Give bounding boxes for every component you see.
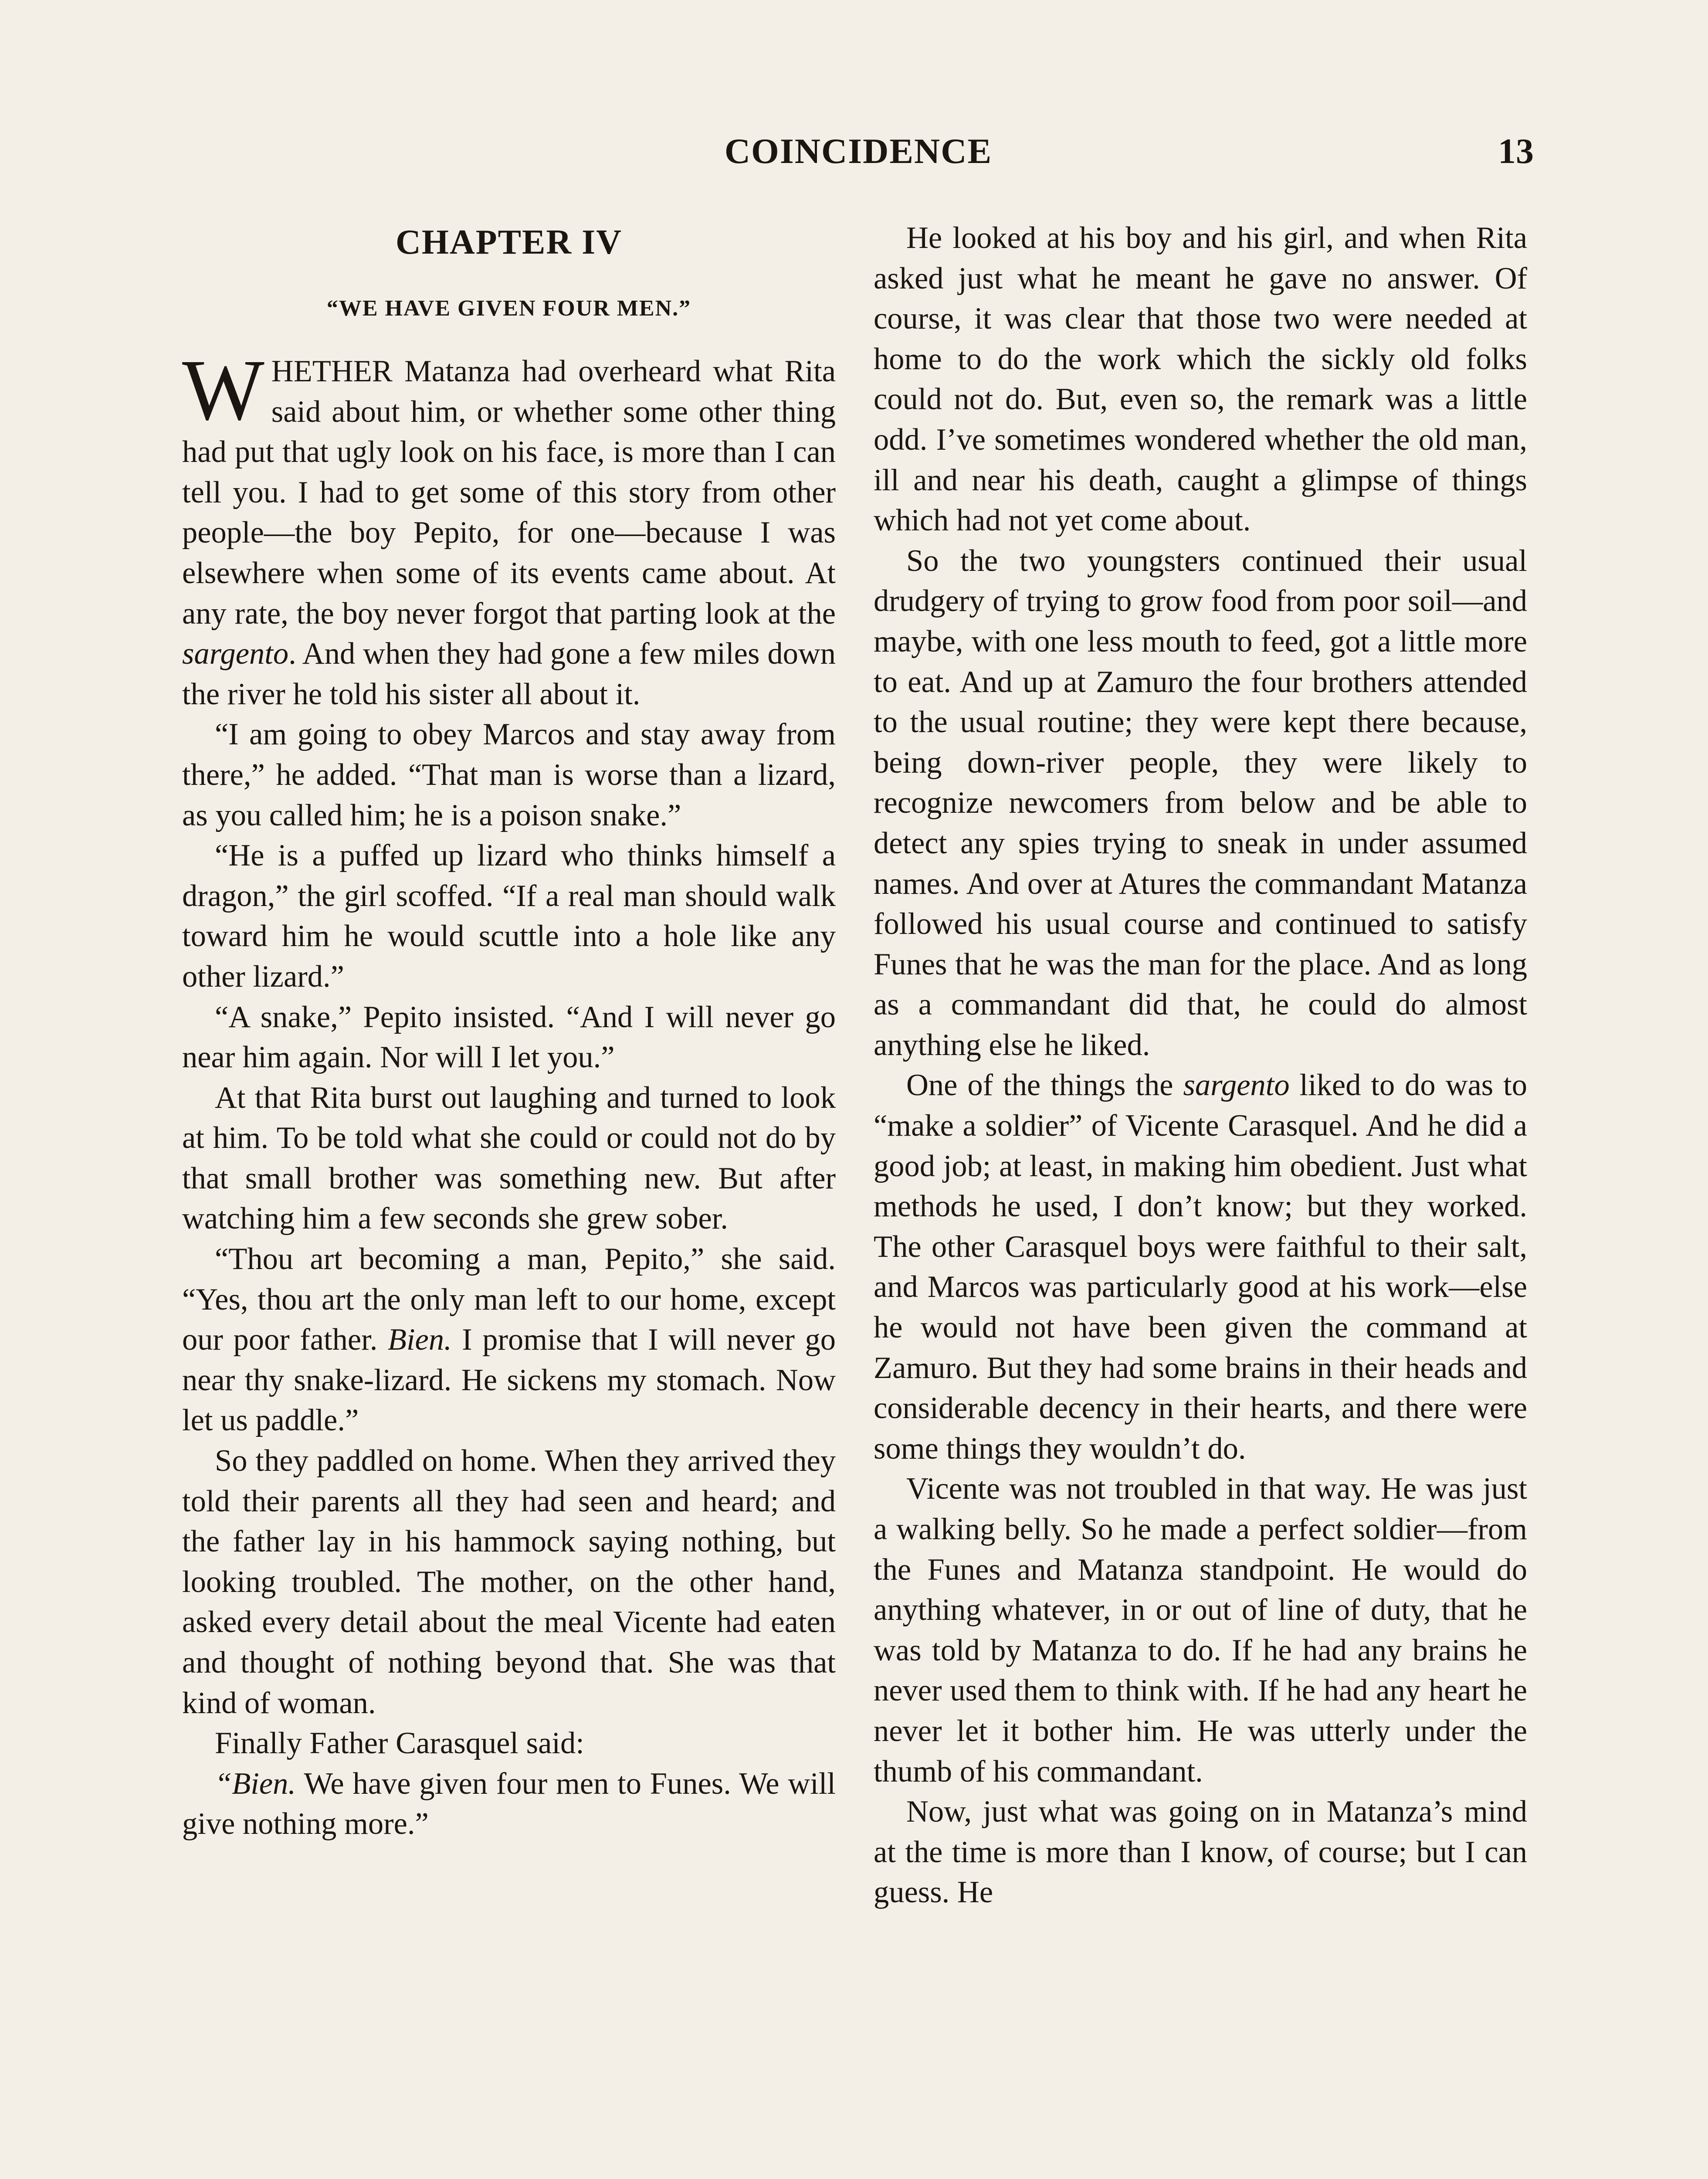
lead-word: HETHER bbox=[271, 354, 393, 388]
paragraph-text: We have given four men to Funes. We will give nothing more.” bbox=[182, 1766, 836, 1841]
paragraph: Finally Father Carasquel said: bbox=[215, 1726, 584, 1761]
running-title: COINCIDENCE bbox=[724, 131, 993, 171]
paragraph-text: One of the things the bbox=[906, 1068, 1183, 1103]
paragraph: “I am going to obey Marcos and stay away from there,” he added. “That man is worse than a lizard, as you called him; he is a poison snake.” bbox=[182, 717, 836, 832]
paragraph: He looked at his boy and his girl, and when Rita asked just what he meant he gave no answer. Of course, it was clear that those two were needed at home to do the work which the sickly old folks could not do. But, even so, the remark was a little odd. I’ve sometimes wondered whether the old man, ill and near his death, caught a glimpse of things which had not yet come about. bbox=[874, 221, 1527, 538]
italic-text: “Bien. bbox=[215, 1766, 296, 1801]
paragraph-text: Matanza had overheard what Rita said about him, or whether some other thing had put that ugly look on his face, is more than I can tell you. I had to get some of this story from other people—the boy Pepito, for one—because I was elsewhere when some of its events came about. At any rate, the boy never forgot that parting look at the bbox=[182, 354, 836, 631]
paragraph: So they paddled on home. When they arrived they told their parents all they had seen and heard; and the father lay in his hammock saying nothing, but looking troubled. The mother, on the other hand, asked every detail about the meal Vicente had eaten and thought of nothing beyond that. She was that kind of woman. bbox=[182, 1444, 836, 1720]
paragraph-text: . And when they had gone a few miles down the river he told his sister all about it. bbox=[182, 637, 836, 711]
chapter-subtitle: “WE HAVE GIVEN FOUR MEN.” bbox=[326, 296, 691, 321]
running-head bbox=[183, 131, 1534, 179]
paragraph bbox=[182, 342, 836, 714]
paragraph: So the two youngsters continued their usual drudgery of trying to grow food from poor soil—and maybe, with one less mouth to feed, got a little more to eat. And up at Zamuro the four brothers attended to the usual routine; they were kept there because, being down-river people, they were likely to recognize newcomers from below and be able to detect any spies trying to sneak in under assumed names. And over at Atures the commandant Matanza followed his usual course and continued to satisfy Funes that he was the man for the place. And as long as a commandant did that, he could do almost anything else he liked. bbox=[874, 543, 1527, 1062]
paragraph-text: “Thou art becoming a man, Pepito,” she said. “Yes, thou art the only man left to our home, except our poor father. bbox=[182, 1242, 836, 1357]
paragraph: Vicente was not troubled in that way. He was just a walking belly. So he made a perfect soldier—from the Funes and Matanza standpoint. He would do anything whatever, in or out of line of duty, that he was told by Matanza to do. If he had any brains he never used them to think with. If he had any heart he never let it bother him. He was utterly under the thumb of his commandant. bbox=[874, 1472, 1527, 1789]
paragraph bbox=[182, 1239, 836, 1441]
paragraph bbox=[874, 1065, 1527, 1469]
paragraph: At that Rita burst out laughing and turned to look at him. To be told what she could or could not do by that small brother was something new. But after watching him a few seconds she grew sober. bbox=[182, 1080, 836, 1236]
paragraph: “A snake,” Pepito insisted. “And I will never go near him again. Nor will I let you.” bbox=[182, 1000, 836, 1075]
drop-cap: W bbox=[182, 342, 264, 438]
chapter-title: CHAPTER IV bbox=[395, 223, 623, 261]
italic-text: Bien. bbox=[387, 1323, 452, 1357]
page-number: 13 bbox=[1498, 131, 1534, 171]
italic-text: sargento bbox=[1183, 1068, 1290, 1103]
paragraph-text: I promise that I will never go near thy snake-lizard. He sickens my stomach. Now let us paddle.” bbox=[182, 1323, 836, 1438]
paragraph bbox=[182, 1764, 836, 1844]
italic-text: sargento bbox=[182, 637, 289, 671]
paragraph: Now, just what was going on in Matanza’s mind at the time is more than I know, of course; but I can guess. He bbox=[874, 1795, 1527, 1910]
paragraph-text: liked to do was to “make a soldier” of Vicente Carasquel. And he did a good job; at least, in making him obedient. Just what methods he used, I don’t know; but they worked. The other Carasquel boys were faithful to their salt, and Marcos was particularly good at his work—else he would not have been given the command at Zamuro. But they had some brains in their heads and considerable decency in their hearts, and there were some things they wouldn’t do. bbox=[874, 1068, 1527, 1466]
paragraph: “He is a puffed up lizard who thinks himself a dragon,” the girl scoffed. “If a real man should walk toward him he would scuttle into a hole like any other lizard.” bbox=[182, 838, 836, 994]
left-column bbox=[182, 218, 836, 1844]
right-column bbox=[874, 218, 1527, 1913]
